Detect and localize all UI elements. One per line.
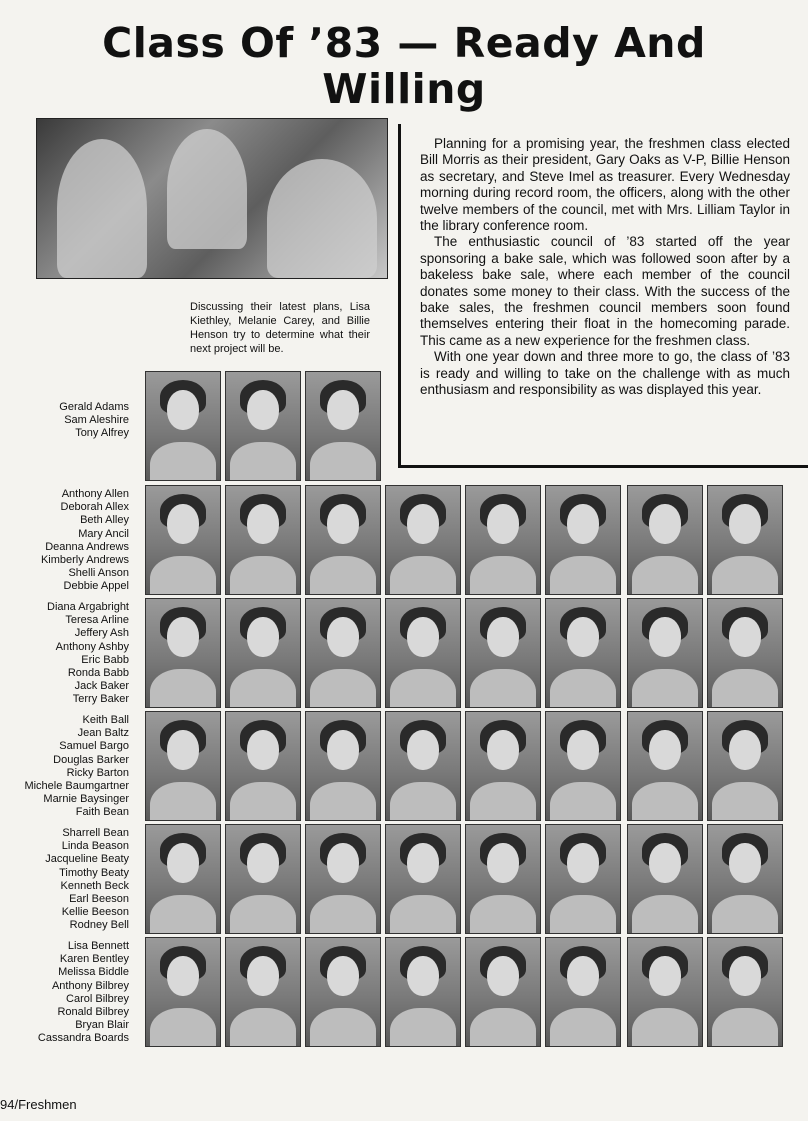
student-portrait: [707, 485, 783, 595]
student-portrait: [545, 937, 621, 1047]
student-name: Melissa Biddle: [58, 966, 129, 979]
student-portrait: [465, 824, 541, 934]
student-name: Gerald Adams: [59, 401, 129, 413]
name-list: [2, 940, 129, 1046]
student-name: Sharrell Bean: [62, 827, 129, 839]
student-portrait: [225, 937, 301, 1047]
student-portrait: [627, 937, 703, 1047]
council-photo: [36, 118, 388, 279]
student-portrait: [385, 485, 461, 595]
student-portrait: [225, 824, 301, 934]
name-list: [2, 714, 129, 820]
name-list: [2, 827, 129, 933]
article-text: [420, 136, 790, 399]
student-name: Samuel Bargo: [59, 740, 129, 753]
student-portrait: [385, 824, 461, 934]
student-portrait: [305, 711, 381, 821]
student-portrait: [627, 711, 703, 821]
student-portrait: [145, 485, 221, 595]
page-footer: 94/Freshmen: [0, 1097, 77, 1112]
student-name: Jean Baltz: [77, 727, 129, 740]
student-portrait: [305, 824, 381, 934]
student-name: Timothy Beaty: [59, 866, 129, 879]
student-portrait: [145, 711, 221, 821]
student-portrait: [225, 371, 301, 481]
student-name: Kimberly Andrews: [40, 554, 129, 567]
student-name: Mary Ancil: [78, 527, 129, 540]
student-portrait: [627, 598, 703, 708]
student-name: Beth Alley: [80, 514, 129, 527]
student-portrait: [545, 711, 621, 821]
student-name: Shelli Anson: [68, 567, 129, 580]
student-name: Ricky Barton: [66, 766, 129, 779]
student-portrait: [305, 371, 381, 481]
student-name: Douglas Barker: [53, 753, 129, 766]
article-paragraph: The enthusiastic council of ’83 started off the year sponsoring a bake sale, which was followed soon after by a bakeless bake sale, where each member of the council donates some money to their class. With the success of the bake sales, the freshmen council members soon found themselves entering their float in the homecoming parade. This came as a new experience for the freshmen class.: [420, 234, 790, 348]
photo-caption: Discussing their latest plans, Lisa Kiethley, Melanie Carey, and Billie Henson try to determine what their next project will be.: [190, 301, 370, 355]
student-name: Debbie Appel: [63, 580, 129, 593]
student-name: Jacqueline Beaty: [45, 853, 129, 866]
student-portrait: [707, 937, 783, 1047]
student-portrait: [707, 711, 783, 821]
name-list: [2, 488, 129, 594]
student-name: Jeffery Ash: [74, 627, 129, 640]
student-name: Karen Bentley: [59, 953, 129, 966]
student-portrait: [385, 598, 461, 708]
student-name: Linda Beason: [61, 840, 129, 853]
student-portrait: [305, 485, 381, 595]
student-portrait: [465, 711, 541, 821]
student-name: Ronald Bilbrey: [57, 1006, 129, 1019]
student-name: Anthony Allen: [61, 488, 129, 500]
student-portrait: [305, 598, 381, 708]
student-portrait: [145, 937, 221, 1047]
student-portrait: [385, 711, 461, 821]
student-portrait: [627, 824, 703, 934]
student-name: Rodney Bell: [69, 919, 129, 932]
student-name: Michele Baumgartner: [24, 780, 129, 793]
student-portrait: [545, 824, 621, 934]
student-name: Ronda Babb: [67, 667, 129, 680]
student-name: Bryan Blair: [75, 1019, 129, 1032]
student-portrait: [465, 937, 541, 1047]
title-line-1: Class Of ’83 — Ready And: [102, 19, 706, 67]
student-portrait: [305, 937, 381, 1047]
student-name: Teresa Arline: [65, 614, 129, 627]
student-name: Earl Beeson: [69, 893, 129, 906]
student-name: Cassandra Boards: [37, 1032, 129, 1045]
student-name: Marnie Baysinger: [43, 793, 129, 806]
article-paragraph: Planning for a promising year, the freshmen class elected Bill Morris as their president, Gary Oaks as V-P, Billie Henson as secretary, and Steve Imel as treasurer. Every Wednesday morning during record room, the officers, along with the other twelve members of the council, met with Mrs. Lilliam Taylor in the library conference room.: [420, 136, 790, 234]
student-name: Anthony Ashby: [55, 640, 129, 653]
student-name: Eric Babb: [81, 653, 129, 666]
student-portrait: [385, 937, 461, 1047]
student-name: Terry Baker: [72, 693, 129, 706]
student-portrait: [145, 824, 221, 934]
student-portrait: [225, 485, 301, 595]
student-name: Kellie Beeson: [61, 906, 129, 919]
student-name: Kenneth Beck: [60, 879, 129, 892]
student-portrait: [225, 711, 301, 821]
page-title: [0, 20, 808, 112]
name-list: [2, 401, 129, 441]
student-portrait: [225, 598, 301, 708]
student-name: Deanna Andrews: [45, 540, 129, 553]
student-name: Deborah Allex: [60, 501, 129, 514]
student-name: Carol Bilbrey: [66, 992, 129, 1005]
student-portrait: [545, 485, 621, 595]
student-name: Faith Bean: [75, 806, 129, 819]
student-portrait: [707, 598, 783, 708]
student-portrait: [707, 824, 783, 934]
student-name: Diana Argabright: [47, 601, 129, 613]
student-name: Keith Ball: [82, 714, 129, 726]
student-name: Sam Aleshire: [64, 414, 129, 427]
student-portrait: [545, 598, 621, 708]
student-name: Anthony Bilbrey: [51, 979, 129, 992]
article-paragraph: With one year down and three more to go, the class of ’83 is ready and willing to take on the challenge with as much enthusiasm and responsibility as was displayed this year.: [420, 349, 790, 398]
student-name: Lisa Bennett: [67, 940, 129, 952]
student-portrait: [627, 485, 703, 595]
student-portrait: [145, 598, 221, 708]
student-name: Tony Alfrey: [75, 427, 129, 440]
student-name: Jack Baker: [74, 680, 129, 693]
student-portrait: [465, 485, 541, 595]
name-list: [2, 601, 129, 707]
student-portrait: [145, 371, 221, 481]
student-portrait: [465, 598, 541, 708]
title-line-2: Willing: [322, 65, 486, 113]
